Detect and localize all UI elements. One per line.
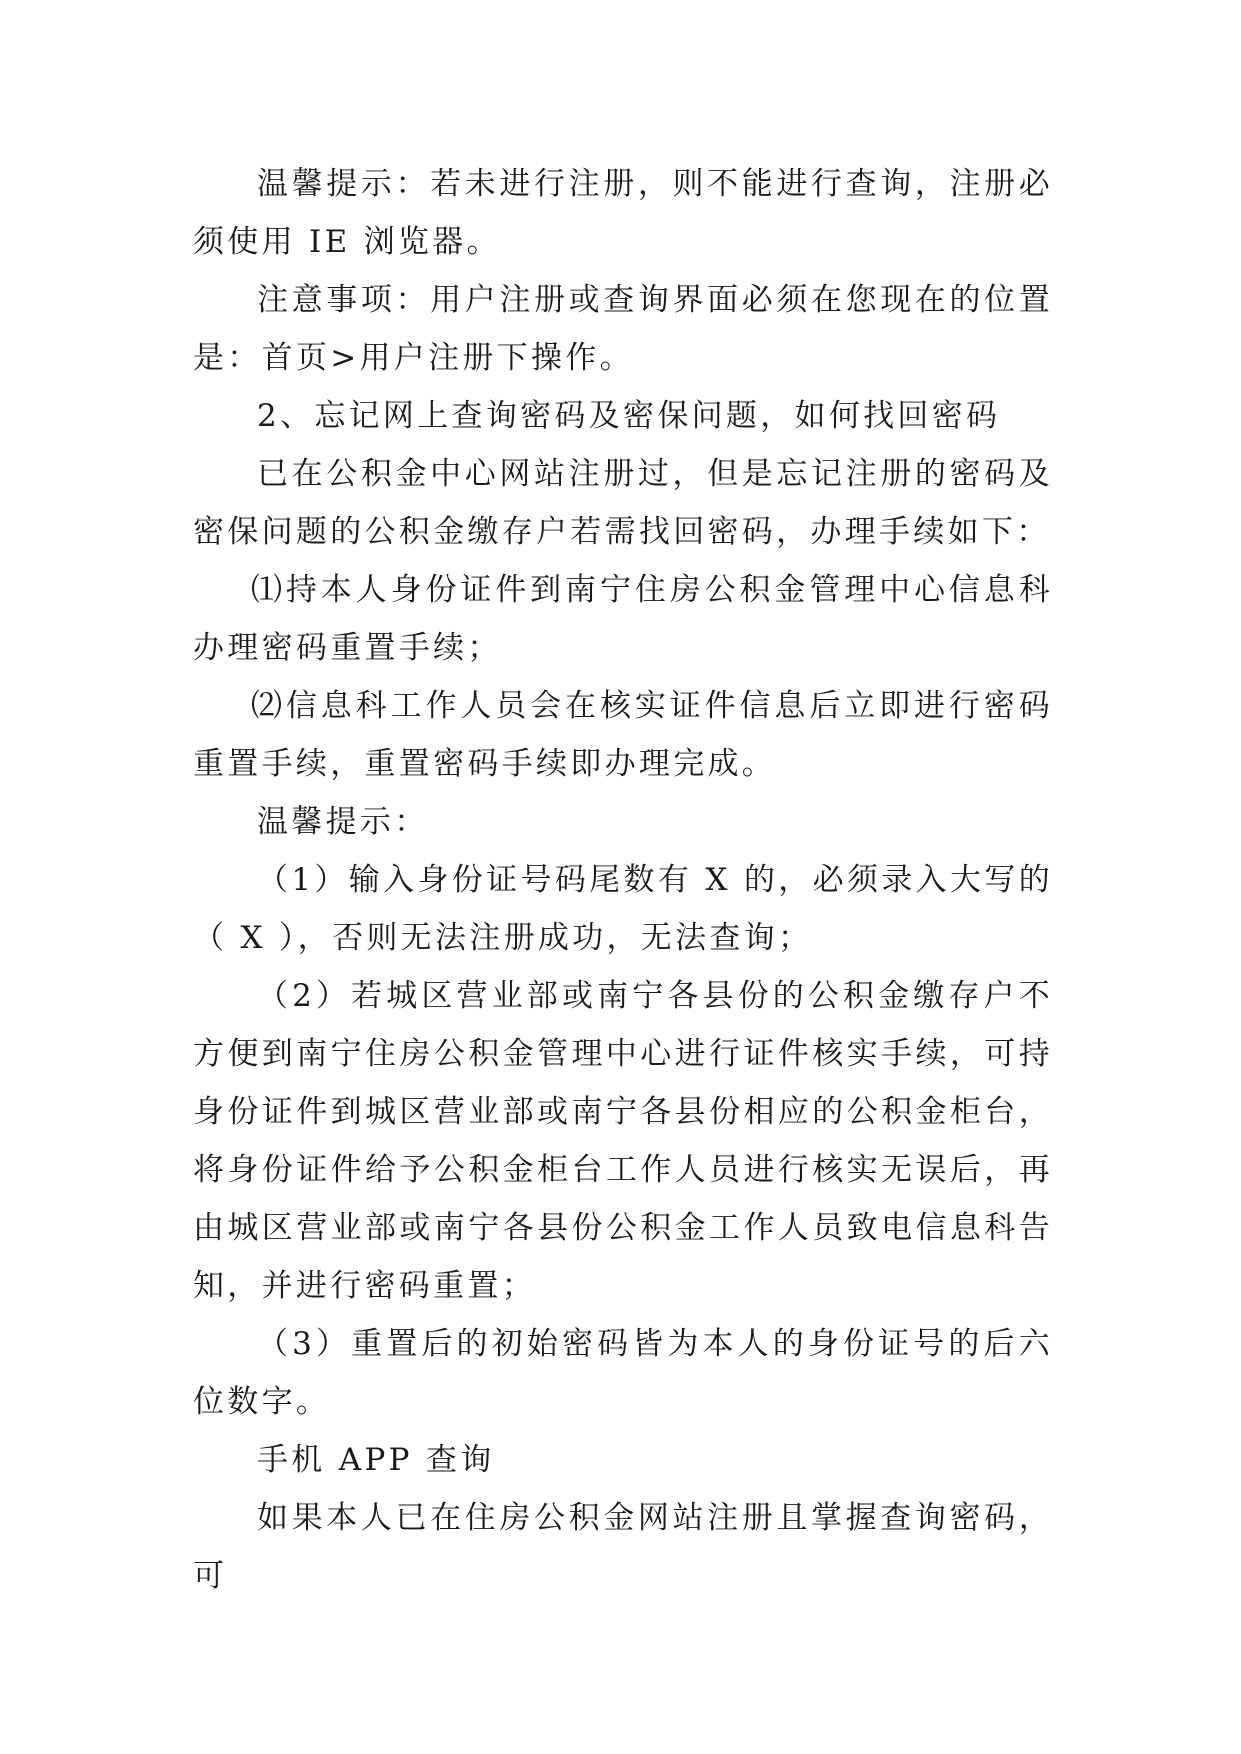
paragraph-notice: 注意事项：用户注册或查询界面必须在您现在的位置是：首页>用户注册下操作。 [193,282,1053,376]
paragraph-heading-app: 手机 APP 查询 [257,1442,495,1478]
paragraph-tip-1: （1）输入身份证号码尾数有 X 的，必须录入大写的（ X ），否则无法注册成功，无法查询； [193,862,1053,956]
paragraph-tip-register: 温馨提示：若未进行注册，则不能进行查询，注册必须使用 IE 浏览器。 [193,166,1053,260]
paragraph-forgot-intro: 已在公积金中心网站注册过，但是忘记注册的密码及密保问题的公积金缴存户若需找回密码，办理手续如下： [193,456,1053,550]
paragraph-tip-heading: 温馨提示： [257,804,429,840]
paragraph-step-1: ⑴持本人身份证件到南宁住房公积金管理中心信息科办理密码重置手续； [193,572,1053,666]
document-body [193,155,1053,1605]
paragraph-tip-2: （2）若城区营业部或南宁各县份的公积金缴存户不方便到南宁住房公积金管理中心进行证件核实手续，可持身份证件到城区营业部或南宁各县份相应的公积金柜台，将身份证件给予公积金柜台工作人员进行核实无误后，再由城区营业部或南宁各县份公积金工作人员致电信息科告知，并进行密码重置； [193,978,1053,1304]
paragraph-app-intro: 如果本人已在住房公积金网站注册且掌握查询密码，可 [193,1500,1053,1594]
paragraph-step-2: ⑵信息科工作人员会在核实证件信息后立即进行密码重置手续，重置密码手续即办理完成。 [193,688,1053,782]
paragraph-heading-forgot-password: 2、忘记网上查询密码及密保问题，如何找回密码 [257,398,1001,434]
paragraph-tip-3: （3）重置后的初始密码皆为本人的身份证号的后六位数字。 [193,1326,1053,1420]
